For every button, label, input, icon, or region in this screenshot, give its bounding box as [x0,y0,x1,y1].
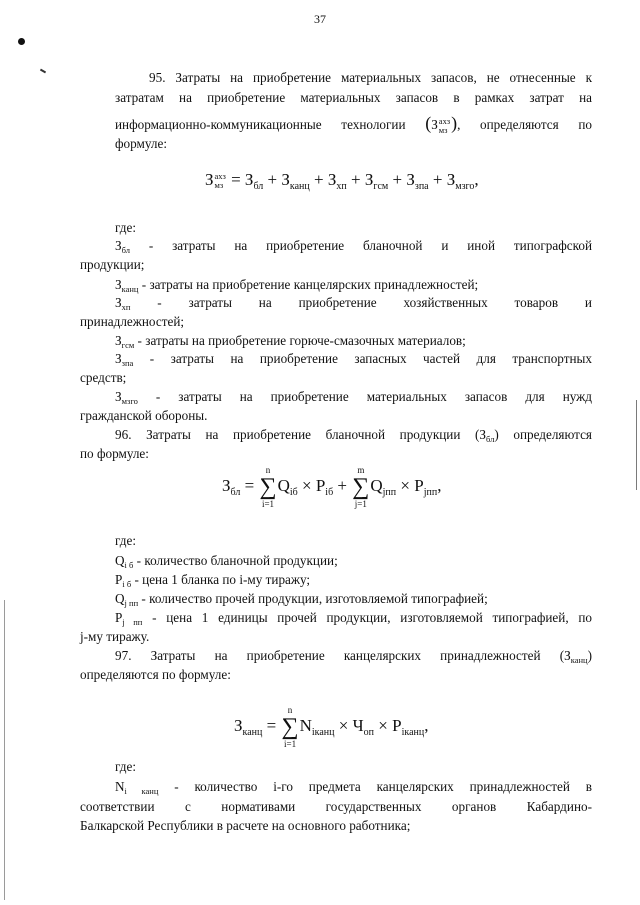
s95-def-kants: $З_{канц}$ - затраты на приобретение канцелярских принадлежностей; [115,277,479,294]
sum-sign-2: m ∑ j=1 [352,465,370,509]
s95-def-gsm: $З_{гсм}$ - затраты на приобретение горюче-смазочных материалов; [115,333,466,350]
scan-tick-mark [40,69,46,74]
s95-def-hp: $З_{хп}$ - затраты на приобретение хозяйственных товаров и [115,295,592,312]
s96-def-q-jpp: $Q_{j пп}$ - количество прочей продукции, изготовляемой типографией; [115,591,488,608]
sum-sign-3: n ∑ i=1 [281,705,299,749]
s95-def-mzgo-cont: гражданской обороны. [80,408,208,423]
s97-where: где: [115,759,136,774]
s96-line1: 96. Затраты на приобретение бланочной продукции $(З_{бл})$ определяются [115,427,593,444]
s95-def-zpa-cont: средств; [80,370,127,385]
s95-line1: 95. Затраты на приобретение материальных запасов, не отнесенные к [149,70,592,85]
s97-def-n-line2: соответствии с нормативами государственных органов Кабардино- [80,799,592,814]
formula-97: $З_{канц}$ = n ∑ i=1 $N_{iканц} \times Ч_{оп} \times P_{iканц}$, [234,705,429,749]
s95-def-zpa: $З_{зпа}$ - затраты на приобретение запасных частей для транспортных [115,351,592,368]
s97-line2: определяются по формуле: [80,667,231,682]
s96-where: где: [115,533,136,548]
formula-96: $З_{бл}$ = n ∑ i=1 $Q_{iб} \times P_{iб}$ + m ∑ j=1 $Q_{jпп} \times P_{jпп}$, [222,465,442,509]
s95-def-hp-cont: принадлежностей; [80,314,185,329]
s95-def-bl-cont: продукции; [80,257,145,272]
s96-line2: по формуле: [80,446,149,461]
scan-dot-mark [18,38,25,45]
formula-95: З ахз мз = $З_{бл} + З_{канц} + З_{хп} + З_{гсм} + З_{зпа} + З_{мзго}$, [205,170,479,192]
s95-where: где: [115,220,136,235]
s97-line1: 97. Затраты на приобретение канцелярских принадлежностей $(З_{канц})$ [115,648,592,665]
s96-def-p-ib: $P_{i б}$ - цена 1 бланка по i-му тиражу; [115,572,311,589]
s95-def-mzgo: $З_{мзго}$ - затраты на приобретение материальных запасов для нужд [115,389,592,406]
s96-def-q-ib: $Q_{i б}$ - количество бланочной продукции; [115,553,338,570]
scan-edge-line-right [636,400,637,490]
s95-line3: информационно-коммуникационные технологии (З ахз мз ), определяются по [115,113,593,135]
s97-def-n-line1: $N_{i канц}$ - количество i-го предмета канцелярских принадлежностей в [115,779,593,796]
s95-def-bl: $З_{бл}$ - затраты на приобретение бланочной и иной типографской [115,238,592,255]
s96-def-p-jpp-cont: j-му тиражу. [80,629,150,644]
page-number: 37 [314,12,326,26]
s95-line4: формуле: [115,136,167,151]
s96-def-p-jpp: $P_{j пп}$ - цена 1 единицы прочей продукции, изготовляемой типографией, по [115,610,593,627]
scan-edge-line-left [4,600,5,900]
sum-sign-1: n ∑ i=1 [259,465,277,509]
s95-line2: затратам на приобретение материальных запасов в рамках затрат на [115,90,592,105]
s97-def-n-line3: Балкарской Республики в расчете на основного работника; [80,818,411,833]
